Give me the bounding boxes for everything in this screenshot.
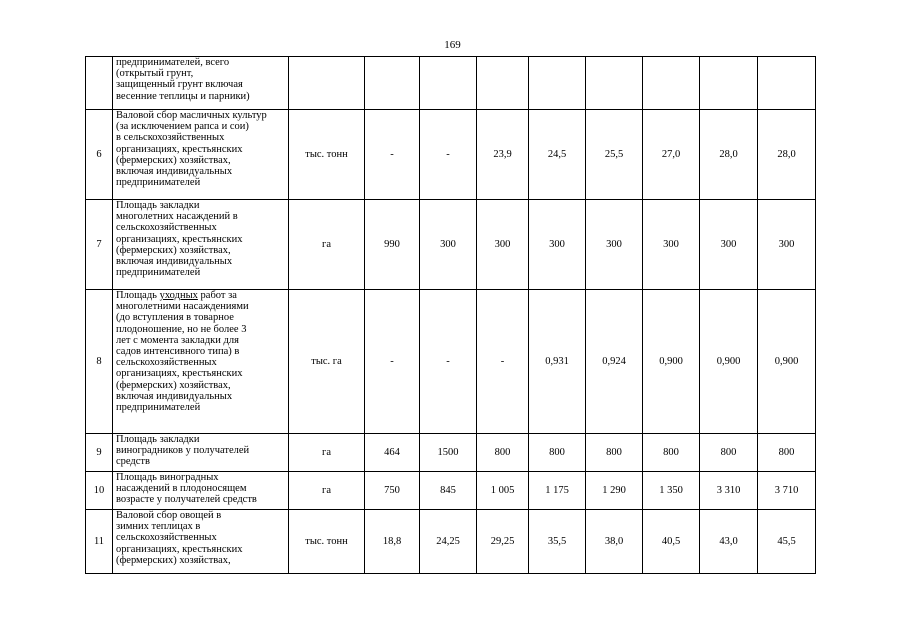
- unit: тыс. га: [289, 290, 365, 434]
- value-cell: 1 290: [586, 472, 643, 510]
- indicator-name-line: Валовой сбор масличных культур: [116, 110, 267, 121]
- value-cell: 0,900: [758, 290, 816, 434]
- unit: [289, 57, 365, 110]
- indicator-name-line: средств: [116, 456, 150, 468]
- value-cell: 24,5: [529, 110, 586, 200]
- value-cell: 45,5: [758, 510, 816, 574]
- value-cell: 29,25: [477, 510, 529, 574]
- indicator-name-line: организациях, крестьянских: [116, 143, 243, 155]
- indicator-name: [113, 434, 289, 472]
- indicator-name-line: сельскохозяйственных: [116, 357, 217, 369]
- indicator-name-line: включая индивидуальных: [116, 390, 233, 402]
- indicator-name-line: насаждений в плодоносящем: [116, 483, 247, 495]
- row-number: 7: [86, 200, 113, 290]
- row-number: 8: [86, 290, 113, 434]
- indicator-name-line: (до вступления в товарное: [116, 312, 234, 324]
- indicator-name-line: зимних теплицах в: [116, 521, 201, 533]
- value-cell: 300: [477, 200, 529, 290]
- value-cell: 300: [420, 200, 477, 290]
- value-cell: 28,0: [758, 110, 816, 200]
- indicator-name-line: (фермерских) хозяйствах,: [116, 244, 231, 256]
- indicator-name-line: плодоношение, но не более 3: [116, 323, 247, 335]
- value-cell: 464: [365, 434, 420, 472]
- unit: га: [289, 472, 365, 510]
- value-cell: [586, 57, 643, 110]
- indicator-name: [113, 290, 289, 434]
- value-cell: 0,924: [586, 290, 643, 434]
- value-cell: [758, 57, 816, 110]
- value-cell: 300: [529, 200, 586, 290]
- indicator-name-line: организациях, крестьянских: [116, 543, 243, 555]
- value-cell: 43,0: [700, 510, 758, 574]
- value-cell: [700, 57, 758, 110]
- value-cell: 24,25: [420, 510, 477, 574]
- table-row: [86, 290, 816, 434]
- row-number: 11: [86, 510, 113, 574]
- value-cell: 845: [420, 472, 477, 510]
- indicator-name-line: предпринимателей: [116, 267, 201, 279]
- row-number: 9: [86, 434, 113, 472]
- indicator-name-line: многолетними насаждениями: [116, 301, 249, 313]
- table-row: [86, 200, 816, 290]
- value-cell: 1 350: [643, 472, 700, 510]
- indicator-name-line: защищенный грунт включая: [116, 79, 243, 91]
- value-cell: 35,5: [529, 510, 586, 574]
- value-cell: 800: [586, 434, 643, 472]
- row-number: 6: [86, 110, 113, 200]
- indicator-name-line: организациях, крестьянских: [116, 233, 243, 245]
- value-cell: 28,0: [700, 110, 758, 200]
- value-cell: [529, 57, 586, 110]
- value-cell: 3 310: [700, 472, 758, 510]
- indicator-name-line: предпринимателей: [116, 402, 201, 414]
- row-number: [86, 57, 113, 110]
- value-cell: 0,931: [529, 290, 586, 434]
- indicator-name-underlined: уходных: [159, 290, 198, 301]
- indicator-name: [113, 200, 289, 290]
- value-cell: 1 005: [477, 472, 529, 510]
- indicator-name-line: включая индивидуальных: [116, 166, 233, 178]
- indicator-name: [113, 110, 289, 200]
- unit: тыс. тонн: [289, 110, 365, 200]
- indicator-name-line: (фермерских) хозяйствах,: [116, 154, 231, 166]
- indicator-name-line: в сельскохозяйственных: [116, 132, 225, 144]
- indicator-name: [113, 472, 289, 510]
- indicators-table: [85, 56, 816, 574]
- indicator-name-line: предпринимателей: [116, 177, 201, 189]
- value-cell: 0,900: [700, 290, 758, 434]
- value-cell: 18,8: [365, 510, 420, 574]
- table-row: [86, 110, 816, 200]
- value-cell: 25,5: [586, 110, 643, 200]
- value-cell: [477, 57, 529, 110]
- indicator-name-line: Площадь закладки: [116, 434, 200, 445]
- indicator-name-line: сельскохозяйственных: [116, 532, 217, 544]
- value-cell: -: [477, 290, 529, 434]
- value-cell: -: [420, 290, 477, 434]
- indicator-name-line: возрасте у получателей средств: [116, 494, 257, 506]
- indicator-name-line: многолетних насаждений в: [116, 211, 238, 223]
- page-number: 169: [444, 39, 461, 51]
- indicator-name-line: (открытый грунт,: [116, 68, 194, 80]
- table-row: [86, 57, 816, 110]
- indicator-name-line: включая индивидуальных: [116, 256, 233, 268]
- indicator-name-line: (фермерских) хозяйствах,: [116, 554, 231, 566]
- indicator-name-line: Площадь виноградных: [116, 472, 219, 483]
- value-cell: [420, 57, 477, 110]
- value-cell: 300: [758, 200, 816, 290]
- value-cell: 0,900: [643, 290, 700, 434]
- indicator-name-suffix: работ за: [197, 290, 237, 301]
- indicator-name-line: Валовой сбор овощей в: [116, 510, 222, 521]
- indicator-name-line: (за исключением рапса и сои): [116, 121, 249, 133]
- indicator-name-line: [116, 290, 286, 301]
- indicator-name-prefix: Площадь: [116, 290, 160, 301]
- unit: га: [289, 200, 365, 290]
- value-cell: 800: [529, 434, 586, 472]
- indicator-name-line: Площадь закладки: [116, 200, 200, 211]
- value-cell: 3 710: [758, 472, 816, 510]
- value-cell: 27,0: [643, 110, 700, 200]
- value-cell: 1500: [420, 434, 477, 472]
- value-cell: 800: [643, 434, 700, 472]
- value-cell: 750: [365, 472, 420, 510]
- value-cell: 40,5: [643, 510, 700, 574]
- table-row: [86, 510, 816, 574]
- indicator-name-line: виноградников у получателей: [116, 445, 250, 457]
- value-cell: -: [420, 110, 477, 200]
- value-cell: 23,9: [477, 110, 529, 200]
- table-row: [86, 434, 816, 472]
- indicator-name: [113, 57, 289, 110]
- value-cell: [365, 57, 420, 110]
- value-cell: 38,0: [586, 510, 643, 574]
- table-row: [86, 472, 816, 510]
- value-cell: 800: [477, 434, 529, 472]
- value-cell: 300: [700, 200, 758, 290]
- indicator-name-line: (фермерских) хозяйствах,: [116, 379, 231, 391]
- unit: га: [289, 434, 365, 472]
- value-cell: 300: [643, 200, 700, 290]
- value-cell: 990: [365, 200, 420, 290]
- unit: тыс. тонн: [289, 510, 365, 574]
- value-cell: 800: [758, 434, 816, 472]
- indicator-name-line: весенние теплицы и парники): [116, 90, 250, 102]
- value-cell: -: [365, 290, 420, 434]
- indicator-name: [113, 510, 289, 574]
- value-cell: -: [365, 110, 420, 200]
- value-cell: 800: [700, 434, 758, 472]
- row-number: 10: [86, 472, 113, 510]
- indicator-name-line: садов интенсивного типа) в: [116, 346, 240, 358]
- value-cell: 1 175: [529, 472, 586, 510]
- value-cell: [643, 57, 700, 110]
- indicator-name-line: организациях, крестьянских: [116, 368, 243, 380]
- value-cell: 300: [586, 200, 643, 290]
- indicator-name-line: предпринимателей, всего: [116, 57, 230, 68]
- indicator-name-line: сельскохозяйственных: [116, 222, 217, 234]
- indicator-name-line: лет с момента закладки для: [116, 334, 239, 346]
